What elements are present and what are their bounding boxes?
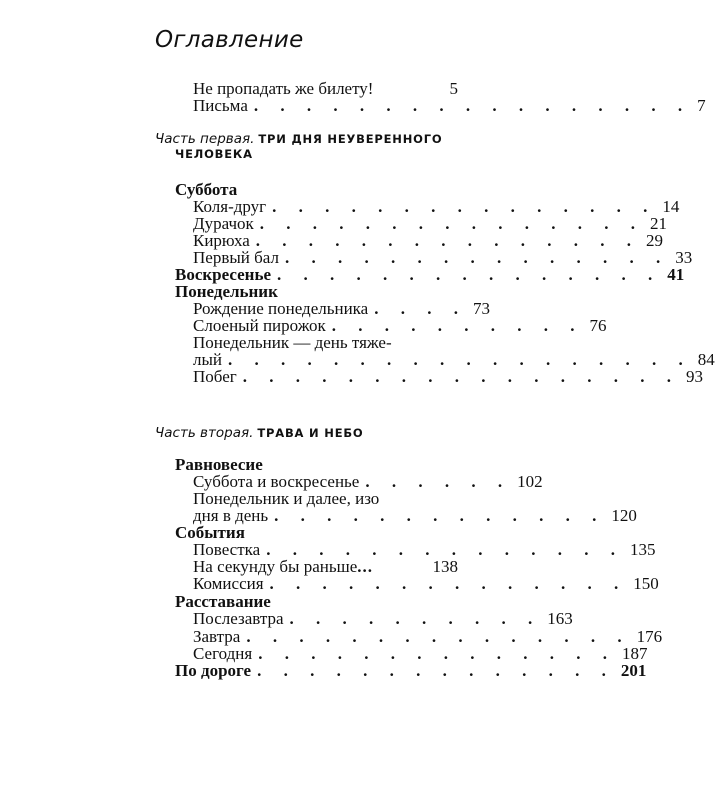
toc-entry bbox=[193, 574, 659, 593]
part-two-heading bbox=[155, 422, 364, 441]
entry-label: Не пропадать же билету! bbox=[193, 79, 374, 98]
entry-label: По дороге bbox=[175, 661, 252, 680]
section-heading: Равновесие bbox=[175, 455, 263, 474]
entry-label: Слоеный пирожок bbox=[193, 316, 326, 335]
toc-entry bbox=[193, 96, 706, 115]
section-heading: Понедельник bbox=[175, 282, 278, 301]
dot-leader: . . . . . . . . . . . . . . . . . . bbox=[228, 350, 692, 369]
entry-label: Комиссия bbox=[193, 574, 264, 593]
entry-page: 41 bbox=[667, 265, 685, 284]
dot-leader: . . . . . . . . . . . . . . . bbox=[277, 265, 662, 284]
entry-page: 33 bbox=[675, 248, 693, 267]
entry-label: Повестка bbox=[193, 540, 261, 559]
section-heading: Суббота bbox=[175, 180, 238, 199]
dot-leader: . . . . . . . . . . . . . . . bbox=[284, 248, 670, 267]
section-heading: Расставание bbox=[175, 592, 271, 611]
entry-label-line2: лый bbox=[193, 350, 223, 369]
entry-page: 163 bbox=[547, 609, 573, 628]
dot-leader: . . . . . . bbox=[365, 472, 512, 491]
part-prefix: Часть вторая. bbox=[155, 425, 254, 441]
entry-page: 29 bbox=[646, 231, 664, 250]
dot-leader: . . . . . . . . . . . . . . . . . bbox=[242, 367, 680, 386]
entry-page: 73 bbox=[472, 299, 490, 318]
entry-page: 14 bbox=[662, 197, 680, 216]
dot-leader: . . . . . . . . . . . . . . bbox=[266, 540, 624, 559]
dot-leader: . . . . . . . . . . . . . . . . . bbox=[253, 96, 692, 115]
part-title-continued: ЧЕЛОВЕКА bbox=[175, 147, 253, 161]
toc-entry bbox=[175, 661, 647, 680]
entry-page: 176 bbox=[636, 627, 663, 646]
section-heading: События bbox=[175, 523, 245, 542]
entry-page: 150 bbox=[633, 574, 659, 593]
entry-page: 93 bbox=[685, 367, 703, 386]
dot-leader: . . . . . . . . . . . . . . . bbox=[272, 197, 657, 216]
entry-page: 7 bbox=[697, 96, 706, 115]
entry-page: 102 bbox=[517, 472, 543, 491]
dot-leader: . . . . . . . . . . . . . . bbox=[269, 574, 628, 593]
dot-leader: . . . . . . . . . . . . . bbox=[274, 506, 606, 525]
entry-page: 84 bbox=[697, 350, 715, 369]
entry-page: 201 bbox=[620, 661, 647, 680]
entry-page: 76 bbox=[589, 316, 607, 335]
part-prefix: Часть первая. bbox=[155, 131, 255, 147]
toc-entry bbox=[193, 367, 703, 386]
entry-page: 138 bbox=[432, 557, 458, 576]
entry-label: Дурачок bbox=[193, 214, 254, 233]
entry-label: Письма bbox=[193, 96, 248, 115]
entry-label: Кирюха bbox=[193, 231, 250, 250]
dot-leader: ... bbox=[357, 557, 373, 576]
dot-leader: . . . . . . . . . . bbox=[289, 609, 542, 628]
entry-label: Завтра bbox=[193, 627, 241, 646]
dot-leader: . . . . . . . . . . . . . . . bbox=[255, 231, 641, 250]
entry-page: 135 bbox=[629, 540, 656, 559]
entry-label: Воскресенье bbox=[175, 265, 272, 284]
entry-label: На секунду бы раньше bbox=[193, 557, 358, 576]
part-one-heading bbox=[155, 128, 442, 147]
entry-page: 187 bbox=[621, 644, 648, 663]
dot-leader: . . . . . . . . . . . . . . . bbox=[259, 214, 645, 233]
entry-label: Коля-друг bbox=[193, 197, 267, 216]
entry-label-line1: Понедельник — день тяже- bbox=[193, 333, 392, 352]
dot-leader: . . . . . . . . . . . . . . . bbox=[246, 627, 631, 646]
page-title: Оглавление bbox=[155, 27, 304, 53]
entry-label-line2: дня в день bbox=[193, 506, 269, 525]
entry-label: Суббота и воскресенье bbox=[193, 472, 360, 491]
dot-leader: . . . . . . . . . . . . . . bbox=[258, 644, 616, 663]
entry-label: Рождение понедельника bbox=[193, 299, 369, 318]
dot-leader: . . . . . . . . . . bbox=[331, 316, 584, 335]
toc-entry bbox=[193, 609, 573, 628]
entry-label-line1: Понедельник и далее, изо bbox=[193, 489, 380, 508]
entry-label: Послезавтра bbox=[193, 609, 284, 628]
dot-leader: . . . . . . . . . . . . . . bbox=[257, 661, 615, 680]
entry-label: Сегодня bbox=[193, 644, 253, 663]
dot-leader: . . . . bbox=[374, 299, 467, 318]
entry-label: Побег bbox=[193, 367, 237, 386]
part-title: ТРИ ДНЯ НЕУВЕРЕННОГО bbox=[258, 132, 443, 146]
entry-label: Первый бал bbox=[193, 248, 279, 267]
entry-page: 5 bbox=[449, 79, 458, 98]
part-title: ТРАВА И НЕБО bbox=[257, 426, 364, 440]
entry-page: 120 bbox=[611, 506, 637, 525]
entry-page: 21 bbox=[650, 214, 668, 233]
